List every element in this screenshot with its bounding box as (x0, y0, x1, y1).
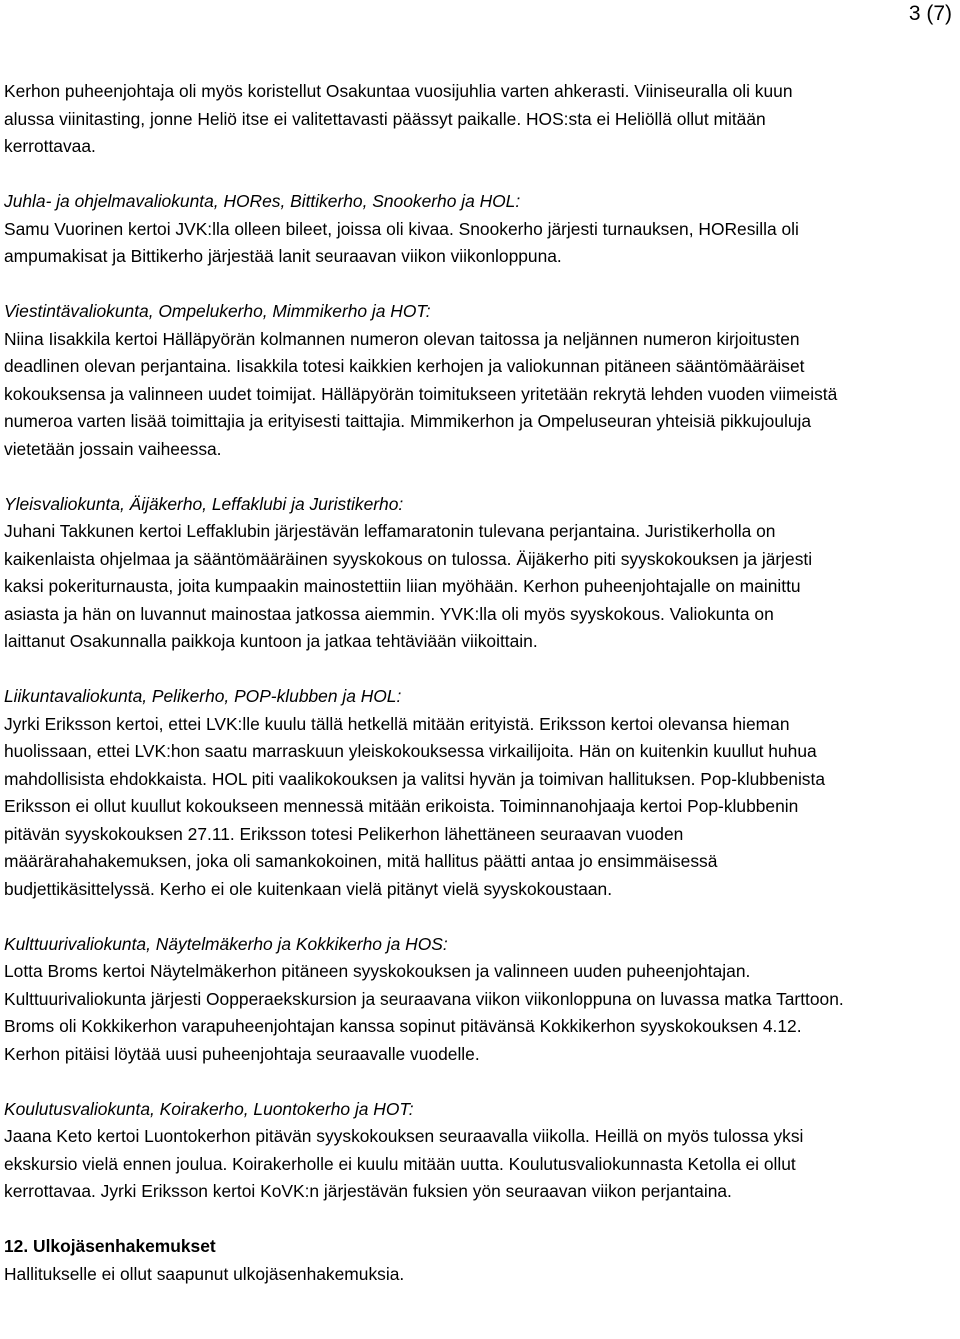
section-heading: Kulttuurivaliokunta, Näytelmäkerho ja Kokkikerho ja HOS: (4, 933, 448, 954)
text-line: määrärahahakemuksen, joka oli samankokoinen, mitä hallitus päätti antaa jo ensimmäisessä (4, 851, 718, 871)
text-line: kerrottavaa. (4, 136, 96, 156)
text-line: Kerhon puheenjohtaja oli myös koristellut Osakuntaa vuosijuhlia varten ahkerasti. Viiniseuralla oli kuun (4, 81, 793, 101)
yleis-section (4, 491, 960, 656)
text-line: Broms oli Kokkikerhon varapuheenjohtajan kanssa sopinut pitävänsä Kokkikerhon syyskokouksen 4.12. (4, 1016, 802, 1036)
text-line: kokouksensa ja valinneen uudet toimijat. Hälläpyörän toimitukseen yritetään rekrytä lehden vuoden viimeistä (4, 383, 838, 404)
text-line: huolissaan, ettei LVK:hon saatu marraskuun yleiskokouksessa virkailijoita. Hän on kuitenkin kuullut huhua (4, 741, 817, 761)
text-line: asiasta ja hän on luvannut mainostaa jatkossa aiemmin. YVK:lla oli myös syyskokous. Valiokunta on (4, 603, 774, 624)
intro-paragraph (4, 78, 960, 161)
text-line: budjettikäsittelyssä. Kerho ei ole kuitenkaan vielä pitänyt vielä syyskokoustaan. (4, 878, 613, 899)
text-line: deadlinen olevan perjantaina. Iisakkila totesi kaikkien kerhojen ja valiokunnan pitäneen sääntömääräiset (4, 356, 805, 376)
text-line: numeroa varten lisää toimittajia ja erityisesti taittajia. Mimmikerhon ja Ompeluseuran yhteisiä pikkujouluja (4, 411, 812, 431)
koulutus-section (4, 1096, 960, 1206)
text-line: laittanut Osakunnalla paikkoja kuntoon ja jatkaa tehtäviään viikoittain. (4, 631, 538, 651)
text-line: vietetään jossain vaiheessa. (4, 438, 222, 459)
text-line: Niina Iisakkila kertoi Hälläpyörän kolmannen numeron olevan taitossa ja neljännen numeron kirjoitusten (4, 328, 800, 349)
text-line: Juhani Takkunen kertoi Leffaklubin järjestävän leffamaratonin tulevana perjantaina. Juristikerholla on (4, 521, 776, 541)
juhla-section (4, 188, 960, 271)
text-line: alussa viinitasting, jonne Heliö itse ei valitettavasti päässyt paikalle. HOS:sta ei Heliöllä ollut mitään (4, 108, 766, 129)
section-heading: Yleisvaliokunta, Äijäkerho, Leffaklubi ja Juristikerho: (4, 493, 404, 514)
text-line: pitävän syyskokouksen 27.11. Eriksson totesi Pelikerhon lähettäneen seuraavan vuoden (4, 823, 684, 844)
text-line: Samu Vuorinen kertoi JVK:lla olleen bileet, joissa oli kivaa. Snookerho järjesti turnauksen, HOResilla oli (4, 218, 799, 239)
text-line: Jaana Keto kertoi Luontokerhon pitävän syyskokouksen seuraavalla viikolla. Heillä on myös tulossa yksi (4, 1126, 804, 1146)
section-heading: Koulutusvaliokunta, Koirakerho, Luontokerho ja HOT: (4, 1098, 414, 1119)
text-line: kaikenlaista ohjelmaa ja sääntömääräinen syyskokous on tulossa. Äijäkerho piti syyskokouksen ja järjesti (4, 548, 813, 569)
text-line: Kulttuurivaliokunta järjesti Oopperaekskursion ja seuraavana viikon viikonloppuna on luvassa matka Tarttoon. (4, 988, 844, 1009)
section-heading: Liikuntavaliokunta, Pelikerho, POP-klubben ja HOL: (4, 686, 402, 706)
page-number: 3 (7) (908, 2, 952, 25)
section-heading: Juhla- ja ohjelmavaliokunta, HORes, Bittikerho, Snookerho ja HOL: (4, 191, 521, 211)
document-body (4, 78, 960, 1288)
text-line: Lotta Broms kertoi Näytelmäkerhon pitäneen syyskokouksen ja valinneen uuden puheenjohtajan. (4, 961, 751, 981)
text-line: Jyrki Eriksson kertoi, ettei LVK:lle kuulu tällä hetkellä mitään erityistä. Eriksson kertoi olevansa hieman (4, 713, 790, 734)
liikunta-section (4, 683, 960, 903)
text-line: Eriksson ei ollut kuullut kokoukseen mennessä mitään erikoista. Toiminnanohjaaja kertoi Pop-klubbenin (4, 796, 799, 816)
text-line: ekskursio vielä ennen joulua. Koirakerholle ei kuulu mitään uutta. Koulutusvaliokunnasta Ketolla ei ollut (4, 1153, 796, 1174)
section-12-heading: 12. Ulkojäsenhakemukset (4, 1236, 216, 1256)
text-line: Kerhon pitäisi löytää uusi puheenjohtaja seuraavalle vuodelle. (4, 1043, 480, 1064)
text-line: Hallitukselle ei ollut saapunut ulkojäsenhakemuksia. (4, 1263, 405, 1284)
text-line: ampumakisat ja Bittikerho järjestää lanit seuraavan viikon viikonloppuna. (4, 246, 562, 266)
text-line: mahdollisista ehdokkaista. HOL piti vaalikokouksen ja valitsi hyvän ja toimivan hallituksen. Pop-klubbenista (4, 768, 826, 789)
text-line: kerrottavaa. Jyrki Eriksson kertoi KoVK:n järjestävän fuksien yön seuraavan viikon perjantaina. (4, 1181, 732, 1201)
section-heading: Viestintävaliokunta, Ompelukerho, Mimmikerho ja HOT: (4, 301, 431, 321)
viestinta-section (4, 298, 960, 463)
text-line: kaksi pokeriturnausta, joita kumpaakin mainostettiin liian myöhään. Kerhon puheenjohtajalle on mainittu (4, 576, 801, 596)
kulttuuri-section (4, 931, 960, 1069)
